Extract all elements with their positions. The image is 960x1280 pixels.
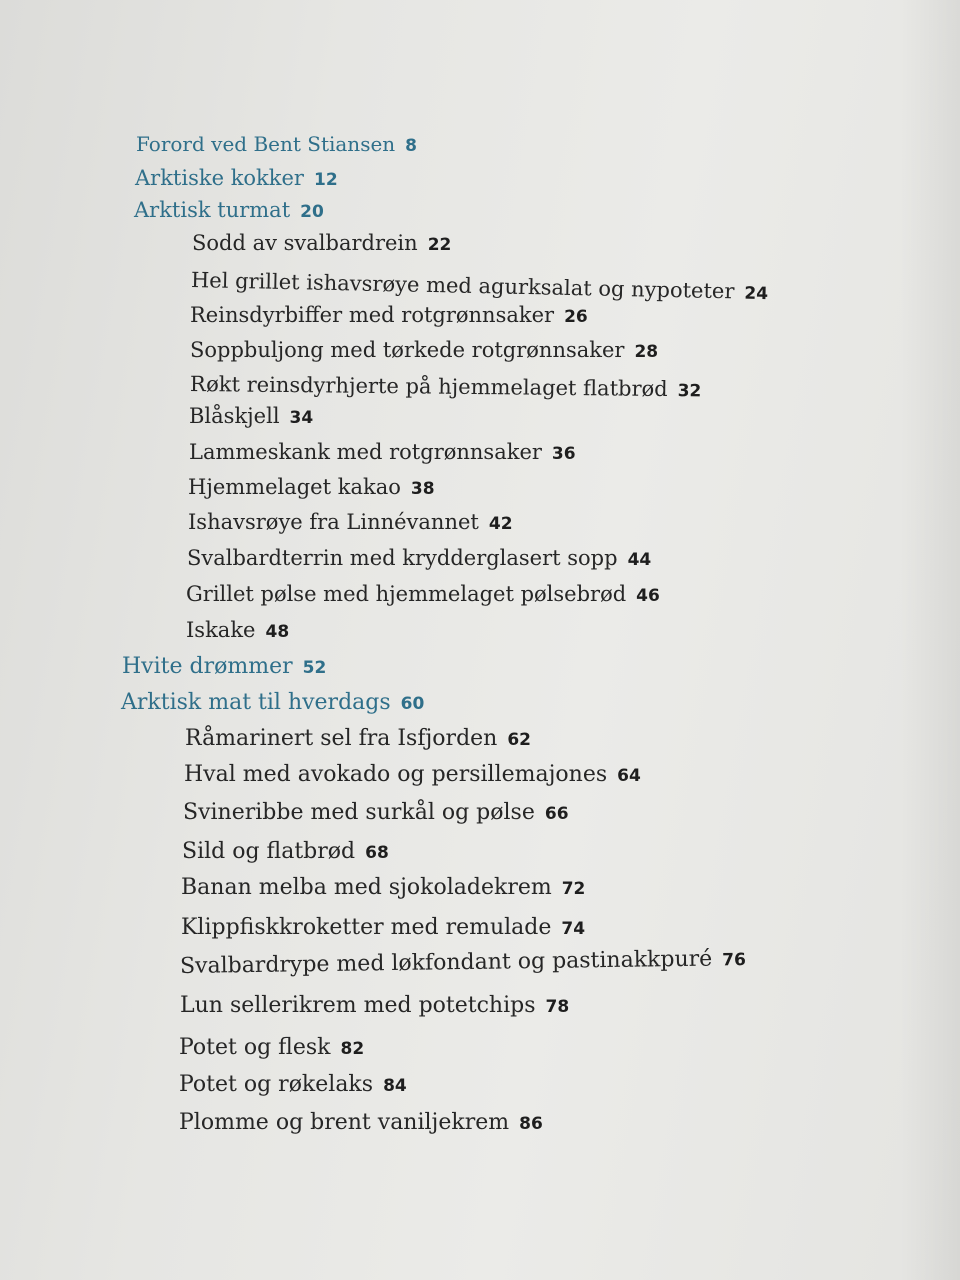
entry-title: Arktisk mat til hverdags (121, 690, 391, 715)
entry-title: Svalbardterrin med krydderglasert sopp (187, 546, 618, 570)
entry-title: Plomme og brent vaniljekrem (179, 1110, 510, 1135)
toc-recipe (190, 305, 588, 326)
toc-section-arktiske-kokker (135, 168, 338, 189)
entry-page-number: 84 (383, 1076, 407, 1096)
entry-title: Grillet pølse med hjemmelaget pølsebrød (186, 582, 627, 606)
entry-page-number: 26 (564, 307, 588, 327)
entry-title: Reinsdyrbiffer med rotgrønnsaker (190, 303, 555, 327)
toc-recipe (191, 270, 768, 303)
toc-recipe (186, 620, 289, 641)
toc-recipe (180, 995, 569, 1017)
toc-recipe (179, 1112, 543, 1134)
entry-page-number: 74 (561, 919, 586, 939)
entry-page-number: 42 (488, 514, 513, 534)
entry-page-number: 66 (544, 804, 569, 824)
entry-title: Lun sellerikrem med potetchips (180, 993, 536, 1018)
toc-section-arktisk-mat-til-hverdags (121, 692, 424, 714)
entry-page-number: 78 (545, 997, 570, 1017)
entry-page-number: 32 (677, 381, 702, 402)
entry-title: Potet og røkelaks (179, 1072, 374, 1097)
entry-page-number: 86 (519, 1114, 543, 1134)
entry-page-number: 44 (627, 550, 652, 570)
entry-title: Hvite drømmer (122, 654, 293, 679)
entry-page-number: 12 (313, 170, 338, 190)
toc-recipe (185, 728, 531, 750)
toc-recipe (188, 512, 513, 533)
entry-title: Potet og flesk (179, 1035, 331, 1060)
toc-recipe (190, 340, 658, 361)
toc-recipe (183, 802, 569, 824)
entry-page-number: 52 (302, 658, 327, 678)
entry-page-number: 28 (634, 342, 659, 362)
entry-page-number: 36 (551, 444, 576, 464)
entry-title: Ishavsrøye fra Linnévannet (188, 510, 479, 534)
entry-page-number: 64 (617, 766, 641, 786)
entry-title: Iskake (186, 618, 256, 642)
entry-page-number: 22 (427, 235, 452, 255)
toc-recipe (179, 1074, 407, 1096)
entry-page-number: 46 (636, 586, 660, 606)
entry-title: Arktiske kokker (135, 166, 304, 190)
entry-title: Blåskjell (189, 404, 280, 428)
toc-recipe (188, 477, 435, 498)
toc-recipe (181, 917, 585, 939)
entry-page-number: 72 (561, 879, 586, 899)
toc-recipe (187, 548, 651, 569)
entry-title: Sodd av svalbardrein (192, 231, 418, 255)
entry-page-number: 76 (722, 950, 747, 971)
entry-title: Svalbardrype med løkfondant og pastinakkpuré (179, 946, 713, 979)
toc-recipe (179, 1037, 364, 1059)
entry-title: Sild og flatbrød (182, 839, 356, 864)
entry-title: Røkt reinsdyrhjerte på hjemmelaget flatbrød (189, 372, 668, 402)
toc-recipe (189, 406, 313, 427)
toc-section-forord (136, 134, 417, 155)
entry-title: Hjemmelaget kakao (188, 475, 401, 499)
toc-recipe (190, 374, 702, 400)
entry-page-number: 8 (405, 136, 418, 156)
entry-page-number: 34 (289, 408, 314, 428)
toc-section-hvite-drommer (122, 656, 326, 678)
entry-page-number: 62 (507, 730, 532, 750)
entry-title: Banan melba med sjokoladekrem (181, 875, 552, 900)
toc-section-arktisk-turmat (134, 200, 324, 221)
entry-page-number: 20 (300, 202, 324, 222)
entry-page-number: 24 (744, 283, 769, 305)
toc-recipe (182, 841, 389, 863)
toc-recipe (186, 584, 660, 605)
entry-title: Svineribbe med surkål og pølse (183, 800, 535, 825)
toc-recipe (192, 233, 451, 254)
entry-title: Hel grillet ishavsrøye med agurksalat og nypoteter (190, 268, 735, 304)
toc-recipe (189, 442, 576, 463)
entry-page-number: 38 (410, 479, 435, 499)
entry-title: Forord ved Bent Stiansen (136, 132, 396, 156)
entry-page-number: 68 (365, 843, 389, 863)
entry-title: Lammeskank med rotgrønnsaker (189, 440, 542, 464)
toc-recipe (180, 948, 746, 978)
entry-title: Arktisk turmat (134, 198, 291, 222)
entry-title: Råmarinert sel fra Isfjorden (185, 726, 498, 751)
entry-page-number: 60 (400, 694, 425, 714)
toc-recipe (184, 764, 641, 786)
entry-page-number: 82 (340, 1039, 365, 1059)
entry-title: Soppbuljong med tørkede rotgrønnsaker (190, 338, 625, 362)
entry-title: Hval med avokado og persillemajones (184, 762, 608, 787)
toc-recipe (181, 877, 585, 899)
entry-page-number: 48 (265, 622, 290, 642)
entry-title: Klippfiskkroketter med remulade (181, 915, 552, 940)
